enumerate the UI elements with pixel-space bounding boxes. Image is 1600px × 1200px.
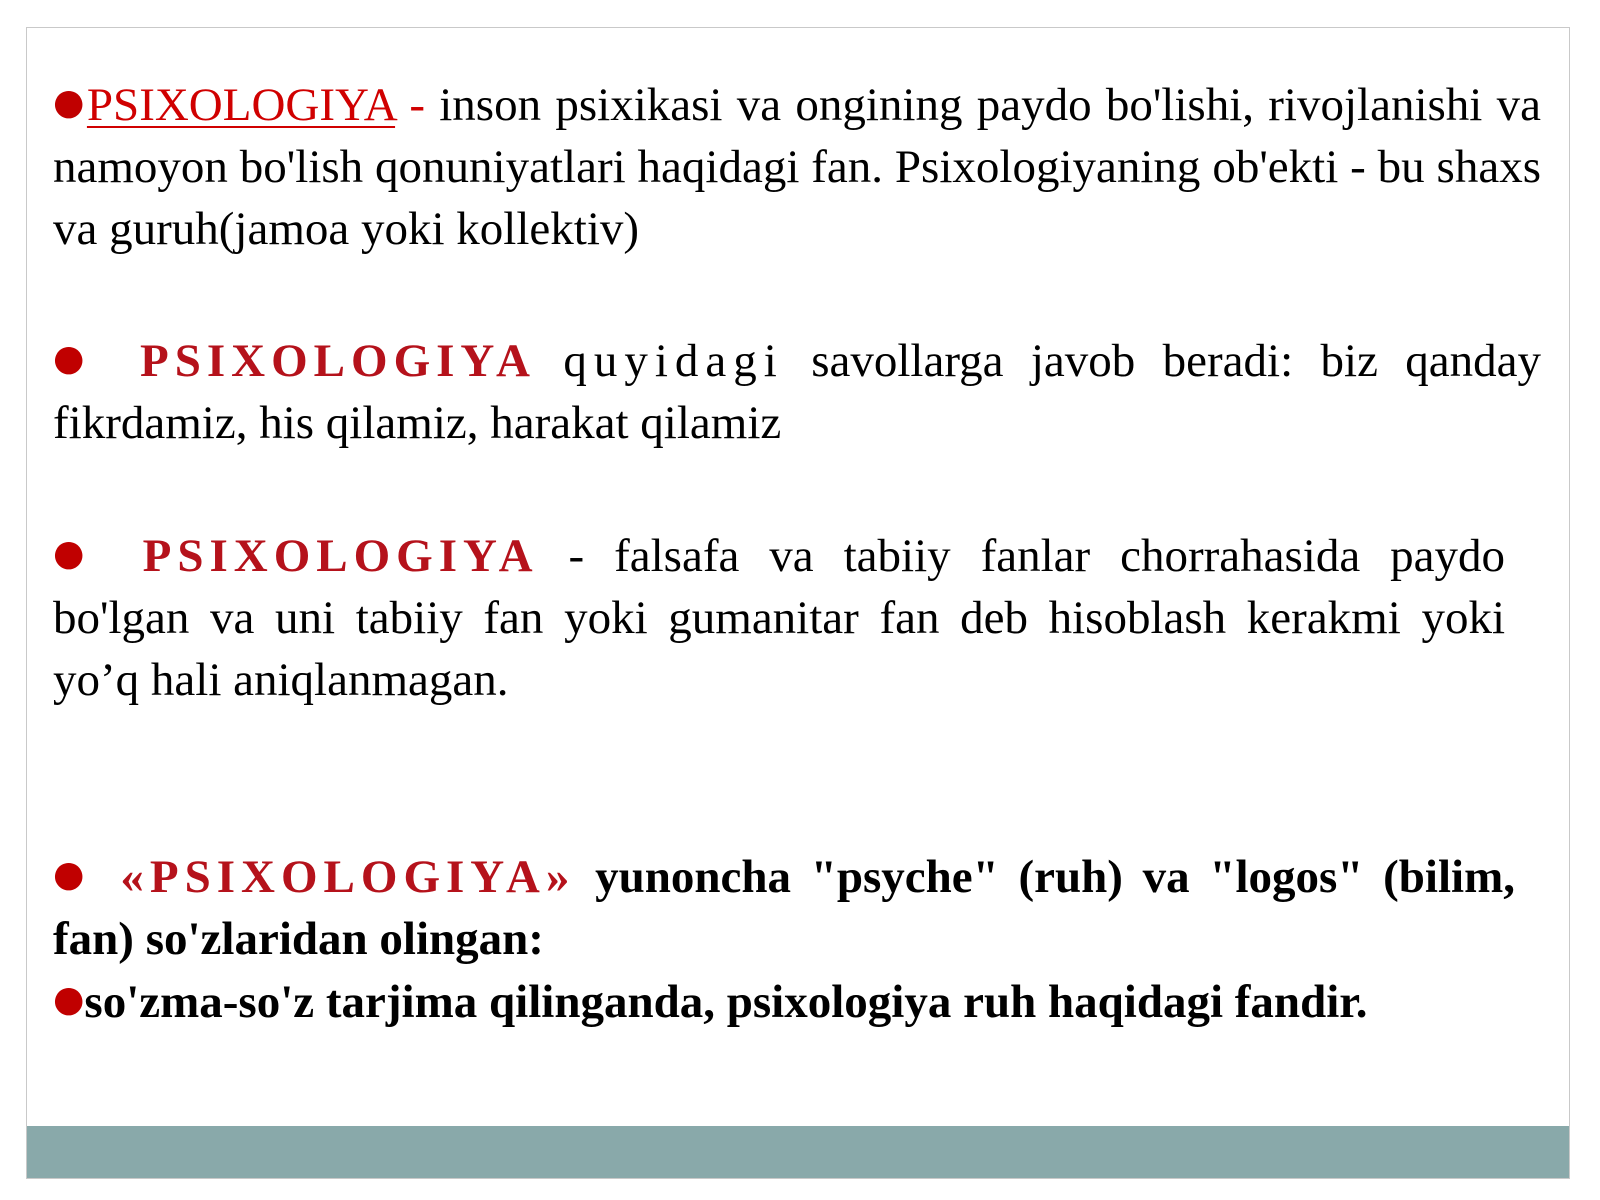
term-psixologiya: PSIXOLOGIYA bbox=[140, 335, 536, 387]
term-dash: - bbox=[395, 79, 440, 131]
paragraph-definition bbox=[53, 74, 1541, 260]
paragraph-etymology bbox=[53, 846, 1515, 970]
paragraph-text: inson psixikasi va ongining paydo bo'lishi, rivojlanishi va namoyon bo'lish qonuniyatlari haqidagi fan. Psixologiyaning ob'ekti - bu shaxs va guruh(jamoa yoki kollektiv) bbox=[53, 79, 1541, 255]
spaced-word: quyidagi bbox=[563, 335, 784, 387]
bullet-icon: ● bbox=[53, 82, 87, 123]
paragraph-origin bbox=[53, 525, 1505, 711]
paragraph-text: so'zma-so'z tarjima qilinganda, psixologiya ruh haqidagi fandir. bbox=[84, 976, 1368, 1028]
term-psixologiya-quoted: «PSIXOLOGIYA» bbox=[120, 851, 576, 903]
paragraph-translation bbox=[53, 971, 1515, 1033]
slide bbox=[26, 27, 1570, 1179]
term-psixologiya: PSIXOLOGIYA bbox=[86, 79, 396, 131]
bullet-icon: ● bbox=[53, 338, 101, 379]
paragraph-text: yunoncha "psyche" (ruh) va "logos" (bilim, fan) so'zlaridan olingan: bbox=[53, 851, 1515, 965]
bullet-icon: ● bbox=[53, 854, 93, 895]
bullet-icon: ● bbox=[53, 533, 103, 574]
footer-bar bbox=[27, 1126, 1569, 1178]
term-psixologiya: PSIXOLOGIYA bbox=[142, 530, 539, 582]
paragraph-text: savollarga javob beradi: biz qanday fikrdamiz, his qilamiz, harakat qilamiz bbox=[53, 335, 1542, 449]
paragraph-text: - falsafa va tabiiy fanlar chorrahasida paydo bo'lgan va uni tabiiy fan yoki gumanitar fan deb hisoblash kerakmi yoki yo’q hali aniqlanmagan. bbox=[53, 530, 1505, 706]
paragraph-questions bbox=[53, 330, 1541, 454]
bullet-icon: ● bbox=[53, 979, 85, 1020]
